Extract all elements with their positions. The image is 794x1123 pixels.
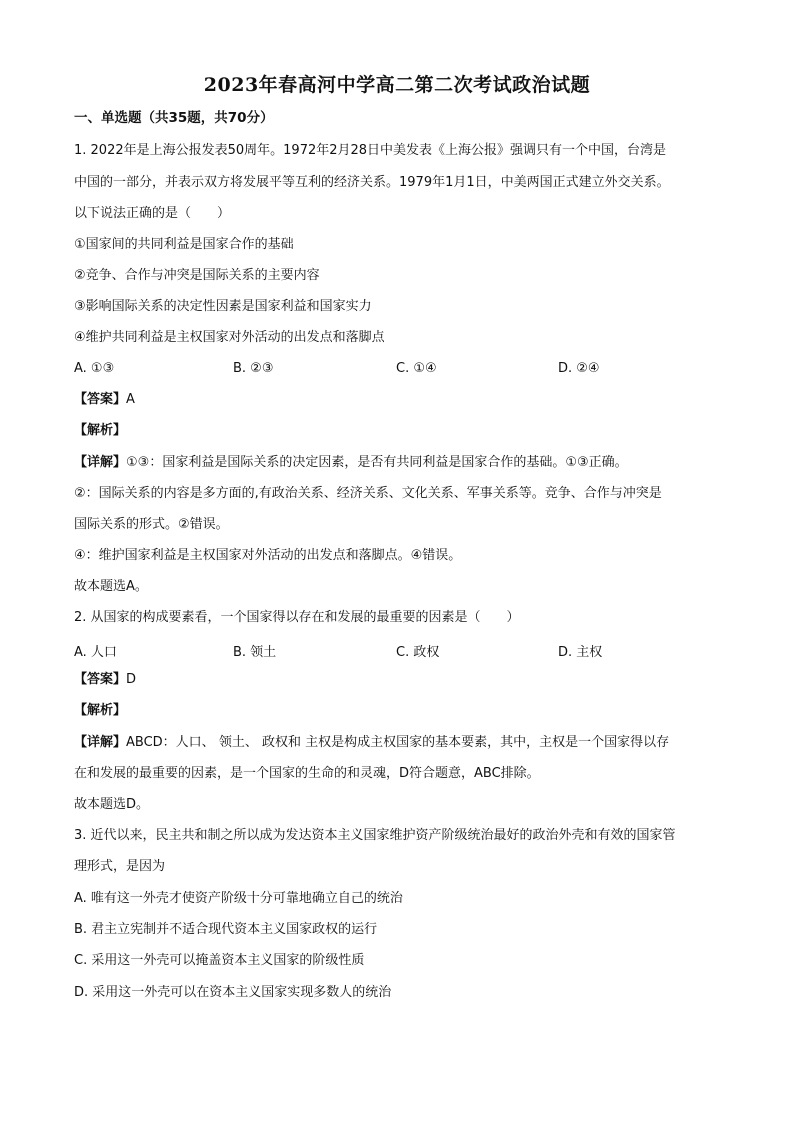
section-heading: 一、单选题（共35题，共70分）	[74, 110, 274, 126]
q3-option-c: C. 采用这一外壳可以掩盖资本主义国家的阶级性质	[74, 953, 365, 968]
detail-label: 【详解】	[74, 455, 127, 470]
q1-statement: ②竞争、合作与冲突是国际关系的主要内容	[74, 268, 320, 283]
q2-option-c: C. 政权	[396, 645, 440, 660]
q1-option-b: B. ②③	[233, 361, 274, 376]
analysis-label: 【解析】	[74, 423, 127, 438]
q1-statement: ③影响国际关系的决定性因素是国家利益和国家实力	[74, 299, 372, 314]
q3-stem-line: 3. 近代以来，民主共和制之所以成为发达资本主义国家维护资产阶级统治最好的政治外壳和有效的国家管	[74, 828, 676, 843]
q1-detail-line: 国际关系的形式。②错误。	[74, 517, 229, 532]
answer-value: A	[126, 392, 135, 407]
q1-stem-line: 1. 2022年是上海公报发表50周年。1972年2月28日中美发表《上海公报》强调只有一个中国，台湾是	[74, 143, 667, 158]
q1-option-d: D. ②④	[558, 361, 600, 376]
q2-option-b: B. 领土	[233, 645, 277, 660]
q1-stem-line: 中国的一部分，并表示双方将发展平等互利的经济关系。1979年1月1日，中美两国正式建立外交关系。	[74, 175, 670, 190]
q3-option-b: B. 君主立宪制并不适合现代资本主义国家政权的运行	[74, 922, 378, 937]
q1-conclusion: 故本题选A。	[74, 579, 148, 594]
q2-detail-line	[74, 735, 734, 751]
detail-label: 【详解】	[74, 735, 127, 750]
q2-option-a: A. 人口	[74, 645, 117, 660]
detail-text: ABCD：人口、 领土、 政权和 主权是构成主权国家的基本要素，其中，主权是一个国家得以存	[126, 735, 670, 750]
q1-detail-line	[74, 455, 734, 471]
q1-statement: ①国家间的共同利益是国家合作的基础	[74, 237, 294, 252]
page-title: 2023年春高河中学高二第二次考试政治试题	[203, 74, 591, 96]
q3-option-a: A. 唯有这一外壳才使资产阶级十分可靠地确立自己的统治	[74, 891, 403, 906]
q1-detail-line: ②：国际关系的内容是多方面的,有政治关系、经济关系、文化关系、军事关系等。竞争、合作与冲突是	[74, 486, 662, 501]
answer-label: 【答案】	[74, 672, 127, 687]
analysis-label: 【解析】	[74, 703, 127, 718]
q3-stem-line: 理形式，是因为	[74, 859, 166, 874]
q2-answer-line	[74, 672, 734, 688]
q1-stem-line: 以下说法正确的是（ ）	[74, 206, 231, 221]
q2-stem: 2. 从国家的构成要素看，一个国家得以存在和发展的最重要的因素是（ ）	[74, 610, 520, 625]
answer-value: D	[126, 672, 137, 687]
q2-option-d: D. 主权	[558, 645, 603, 660]
q1-option-a: A. ①③	[74, 361, 115, 376]
detail-text: ①③：国家利益是国际关系的决定因素，是否有共同利益是国家合作的基础。①③正确。	[126, 455, 628, 470]
q1-detail-line: ④：维护国家利益是主权国家对外活动的出发点和落脚点。④错误。	[74, 548, 462, 563]
q1-option-c: C. ①④	[396, 361, 437, 376]
q1-answer-line	[74, 392, 734, 408]
q2-detail-line: 在和发展的最重要的因素，是一个国家的生命的和灵魂，D符合题意，ABC排除。	[74, 766, 540, 781]
q2-conclusion: 故本题选D。	[74, 797, 150, 812]
answer-label: 【答案】	[74, 392, 127, 407]
q1-statement: ④维护共同利益是主权国家对外活动的出发点和落脚点	[74, 330, 385, 345]
q3-option-d: D. 采用这一外壳可以在资本主义国家实现多数人的统治	[74, 985, 392, 1000]
